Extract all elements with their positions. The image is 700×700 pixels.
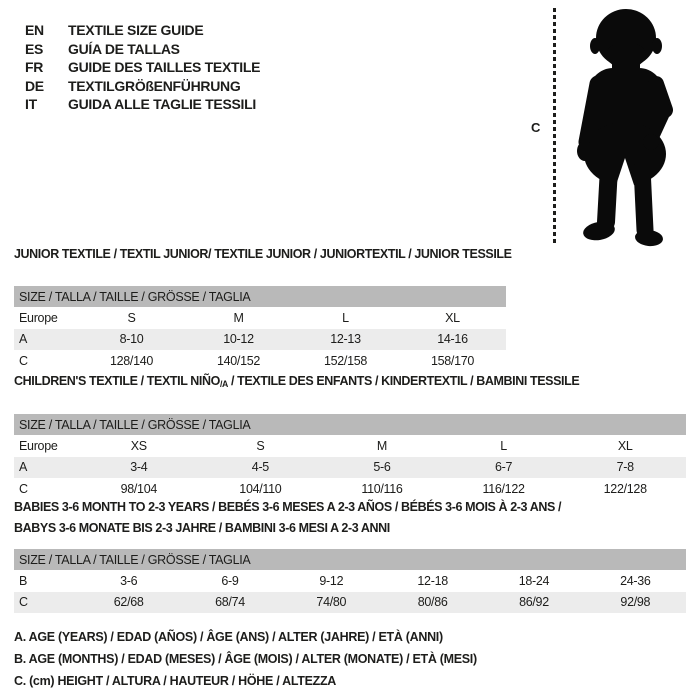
row-label: A	[19, 332, 28, 347]
size-header-cell: SIZE / TALLA / TAILLE / GRÖSSE / TAGLIA	[14, 414, 686, 435]
table-cell: 110/116	[361, 481, 403, 496]
language-code: EN	[25, 22, 44, 38]
size-header-cell: SIZE / TALLA / TAILLE / GRÖSSE / TAGLIA	[14, 286, 506, 307]
size-table-body	[14, 414, 686, 500]
table-cell: 80/86	[417, 595, 448, 610]
table-cell: L	[500, 438, 507, 453]
table-cell: 140/152	[216, 353, 261, 368]
language-title: TEXTILGRÖßENFÜHRUNG	[68, 77, 241, 94]
size-header-row	[14, 286, 506, 307]
section-childrens-textile	[14, 373, 686, 500]
section-title-line	[14, 373, 686, 393]
table-cell: 86/92	[519, 595, 549, 610]
title-text: JUNIOR TEXTILE / TEXTIL JUNIOR/ TEXTILE JUNIOR / JUNIORTEXTIL / JUNIOR TESSILE	[14, 247, 512, 261]
size-table	[14, 286, 506, 372]
section-title-line	[14, 497, 686, 518]
language-code: ES	[25, 40, 44, 57]
table-cell: 8-10	[119, 332, 144, 347]
table-row	[14, 570, 686, 592]
table-cell: 14-16	[437, 332, 468, 347]
table-cell: 4-5	[251, 460, 269, 475]
language-row	[25, 77, 260, 96]
table-cell: 98/104	[120, 481, 158, 496]
table-cell: 9-12	[319, 573, 344, 588]
section-title-line	[14, 518, 686, 539]
table-cell: 3-4	[130, 460, 148, 475]
table-cell: 24-36	[620, 573, 651, 588]
subscript-text: /A	[219, 379, 228, 389]
table-cell: 6-9	[221, 573, 239, 588]
table-cell: XL	[445, 310, 460, 325]
legend-notes	[14, 626, 477, 692]
height-measure-label: C	[531, 120, 541, 135]
legend-note: A. AGE (YEARS) / EDAD (AÑOS) / ÂGE (ANS) / ALTER (JAHRE) / ETÀ (ANNI)	[14, 630, 443, 644]
row-label: A	[19, 460, 28, 475]
language-code: FR	[25, 59, 44, 75]
table-cell: M	[376, 438, 388, 453]
table-cell: 3-6	[120, 573, 138, 588]
size-table-body	[14, 286, 506, 372]
row-label: Europe	[19, 438, 58, 453]
table-cell: XL	[617, 438, 633, 453]
legend-note: B. AGE (MONTHS) / EDAD (MESES) / ÂGE (MOIS) / ALTER (MONATE) / ETÀ (MESI)	[14, 652, 477, 666]
table-cell: 92/98	[620, 595, 651, 610]
table-row	[14, 592, 686, 614]
section-title	[14, 497, 686, 539]
section-title	[14, 246, 512, 263]
table-cell: S	[256, 438, 265, 453]
row-label: C	[19, 595, 28, 610]
size-header-cell: SIZE / TALLA / TAILLE / GRÖSSE / TAGLIA	[14, 549, 686, 570]
size-table-body	[14, 549, 686, 613]
table-cell: M	[233, 310, 244, 325]
size-table	[14, 414, 686, 500]
table-cell: 152/158	[323, 353, 368, 368]
table-cell: 62/68	[113, 595, 144, 610]
row-label: C	[19, 353, 28, 368]
language-title: TEXTILE SIZE GUIDE	[68, 22, 204, 38]
table-row	[14, 350, 506, 372]
table-cell: 74/80	[316, 595, 347, 610]
height-measure-line	[553, 8, 556, 245]
title-text: BABIES 3-6 MONTH TO 2-3 YEARS / BEBÉS 3-6 MESES A 2-3 AÑOS / BÉBÉS 3-6 MOIS À 2-3 ANS /	[14, 500, 562, 514]
size-table	[14, 549, 686, 613]
table-cell: 5-6	[373, 460, 391, 475]
table-cell: 128/140	[109, 353, 154, 368]
language-row	[25, 58, 260, 77]
table-cell: 12-18	[417, 573, 448, 588]
language-title: GUIDA ALLE TAGLIE TESSILI	[68, 96, 256, 112]
language-row	[25, 95, 260, 114]
table-cell: 122/128	[603, 481, 647, 496]
table-cell: 18-24	[518, 573, 550, 588]
row-label: B	[19, 573, 28, 588]
language-guide	[25, 21, 260, 114]
table-row	[14, 457, 686, 479]
title-text: CHILDREN'S TEXTILE / TEXTIL NIÑO	[14, 374, 220, 388]
language-code: IT	[25, 96, 37, 112]
table-cell: 68/74	[215, 595, 245, 610]
table-row	[14, 435, 686, 457]
section-title	[14, 373, 686, 393]
table-cell: 116/122	[482, 481, 525, 496]
table-cell: L	[342, 310, 349, 325]
table-cell: 7-8	[616, 460, 634, 475]
language-row	[25, 40, 260, 59]
language-row	[25, 21, 260, 40]
size-header-row	[14, 414, 686, 435]
language-code: DE	[25, 77, 44, 94]
table-cell: S	[127, 310, 136, 325]
legend-note: C. (cm) HEIGHT / ALTURA / HAUTEUR / HÖHE / ALTEZZA	[14, 674, 337, 688]
table-cell: 12-13	[330, 332, 361, 347]
language-title: GUÍA DE TALLAS	[68, 40, 180, 57]
table-cell: 104/110	[239, 481, 282, 496]
section-babies-textile	[14, 497, 686, 613]
row-label: Europe	[19, 310, 58, 325]
table-cell: 158/170	[430, 353, 475, 368]
table-cell: XS	[130, 438, 147, 453]
language-title: GUIDE DES TAILLES TEXTILE	[68, 59, 261, 75]
toddler-silhouette-icon	[561, 6, 693, 248]
title-text: BABYS 3-6 MONATE BIS 2-3 JAHRE / BAMBINI 3-6 MESI A 2-3 ANNI	[14, 521, 390, 535]
table-row	[14, 329, 506, 351]
size-header-row	[14, 549, 686, 570]
table-cell: 6-7	[494, 460, 513, 475]
title-text: / TEXTILE DES ENFANTS / KINDERTEXTIL / BAMBINI TESSILE	[227, 374, 580, 388]
row-label: C	[19, 481, 28, 496]
table-cell: 10-12	[223, 332, 254, 347]
section-title-line	[14, 246, 512, 263]
table-row	[14, 307, 506, 329]
section-junior-textile	[14, 246, 512, 372]
